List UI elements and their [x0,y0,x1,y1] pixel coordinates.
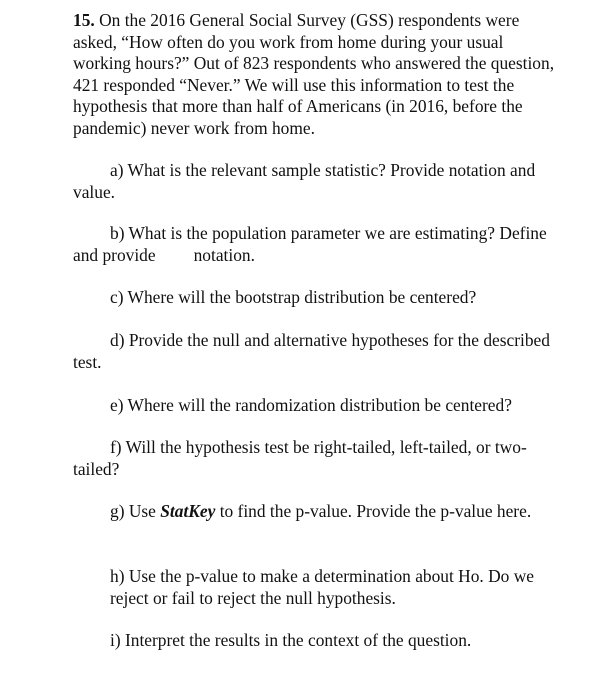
question-b-text: b) What is the population parameter we are estimating? Define and provide [73,223,547,265]
question-c: c) Where will the bootstrap distribution be centered? [110,287,477,307]
question-a: a) What is the relevant sample statistic? Provide notation and value. [73,160,536,202]
problem-intro-text: On the 2016 General Social Survey (GSS) respondents were asked, “How often do you work from home during your usual working hours?” Out of 823 respondents who answered the question, 421 responded “Never.” We will use this information to test the hypothesis that more than half of Americans (in 2016, before the pandemic) never work from home. [73,10,555,138]
question-i: i) Interpret the results in the context of the question. [110,630,472,650]
question-b-notation: notation. [193,244,255,265]
question-d: d) Provide the null and alternative hypotheses for the described test. [73,330,550,372]
problem-intro [73,10,563,139]
problem-number: 15. [73,10,95,30]
question-g [73,501,563,523]
question-b [73,223,563,266]
question-h: h) Use the p-value to make a determination about Ho. Do we reject or fail to reject the null hypothesis. [110,566,535,608]
question-g-lead: g) Use [110,501,156,521]
question-f: f) Will the hypothesis test be right-tailed, left-tailed, or two-tailed? [73,437,527,479]
question-g-rest: to find the p-value. Provide the p-value here. [219,501,532,521]
question-e: e) Where will the randomization distribution be centered? [110,395,512,415]
statkey-name: StatKey [160,501,216,521]
